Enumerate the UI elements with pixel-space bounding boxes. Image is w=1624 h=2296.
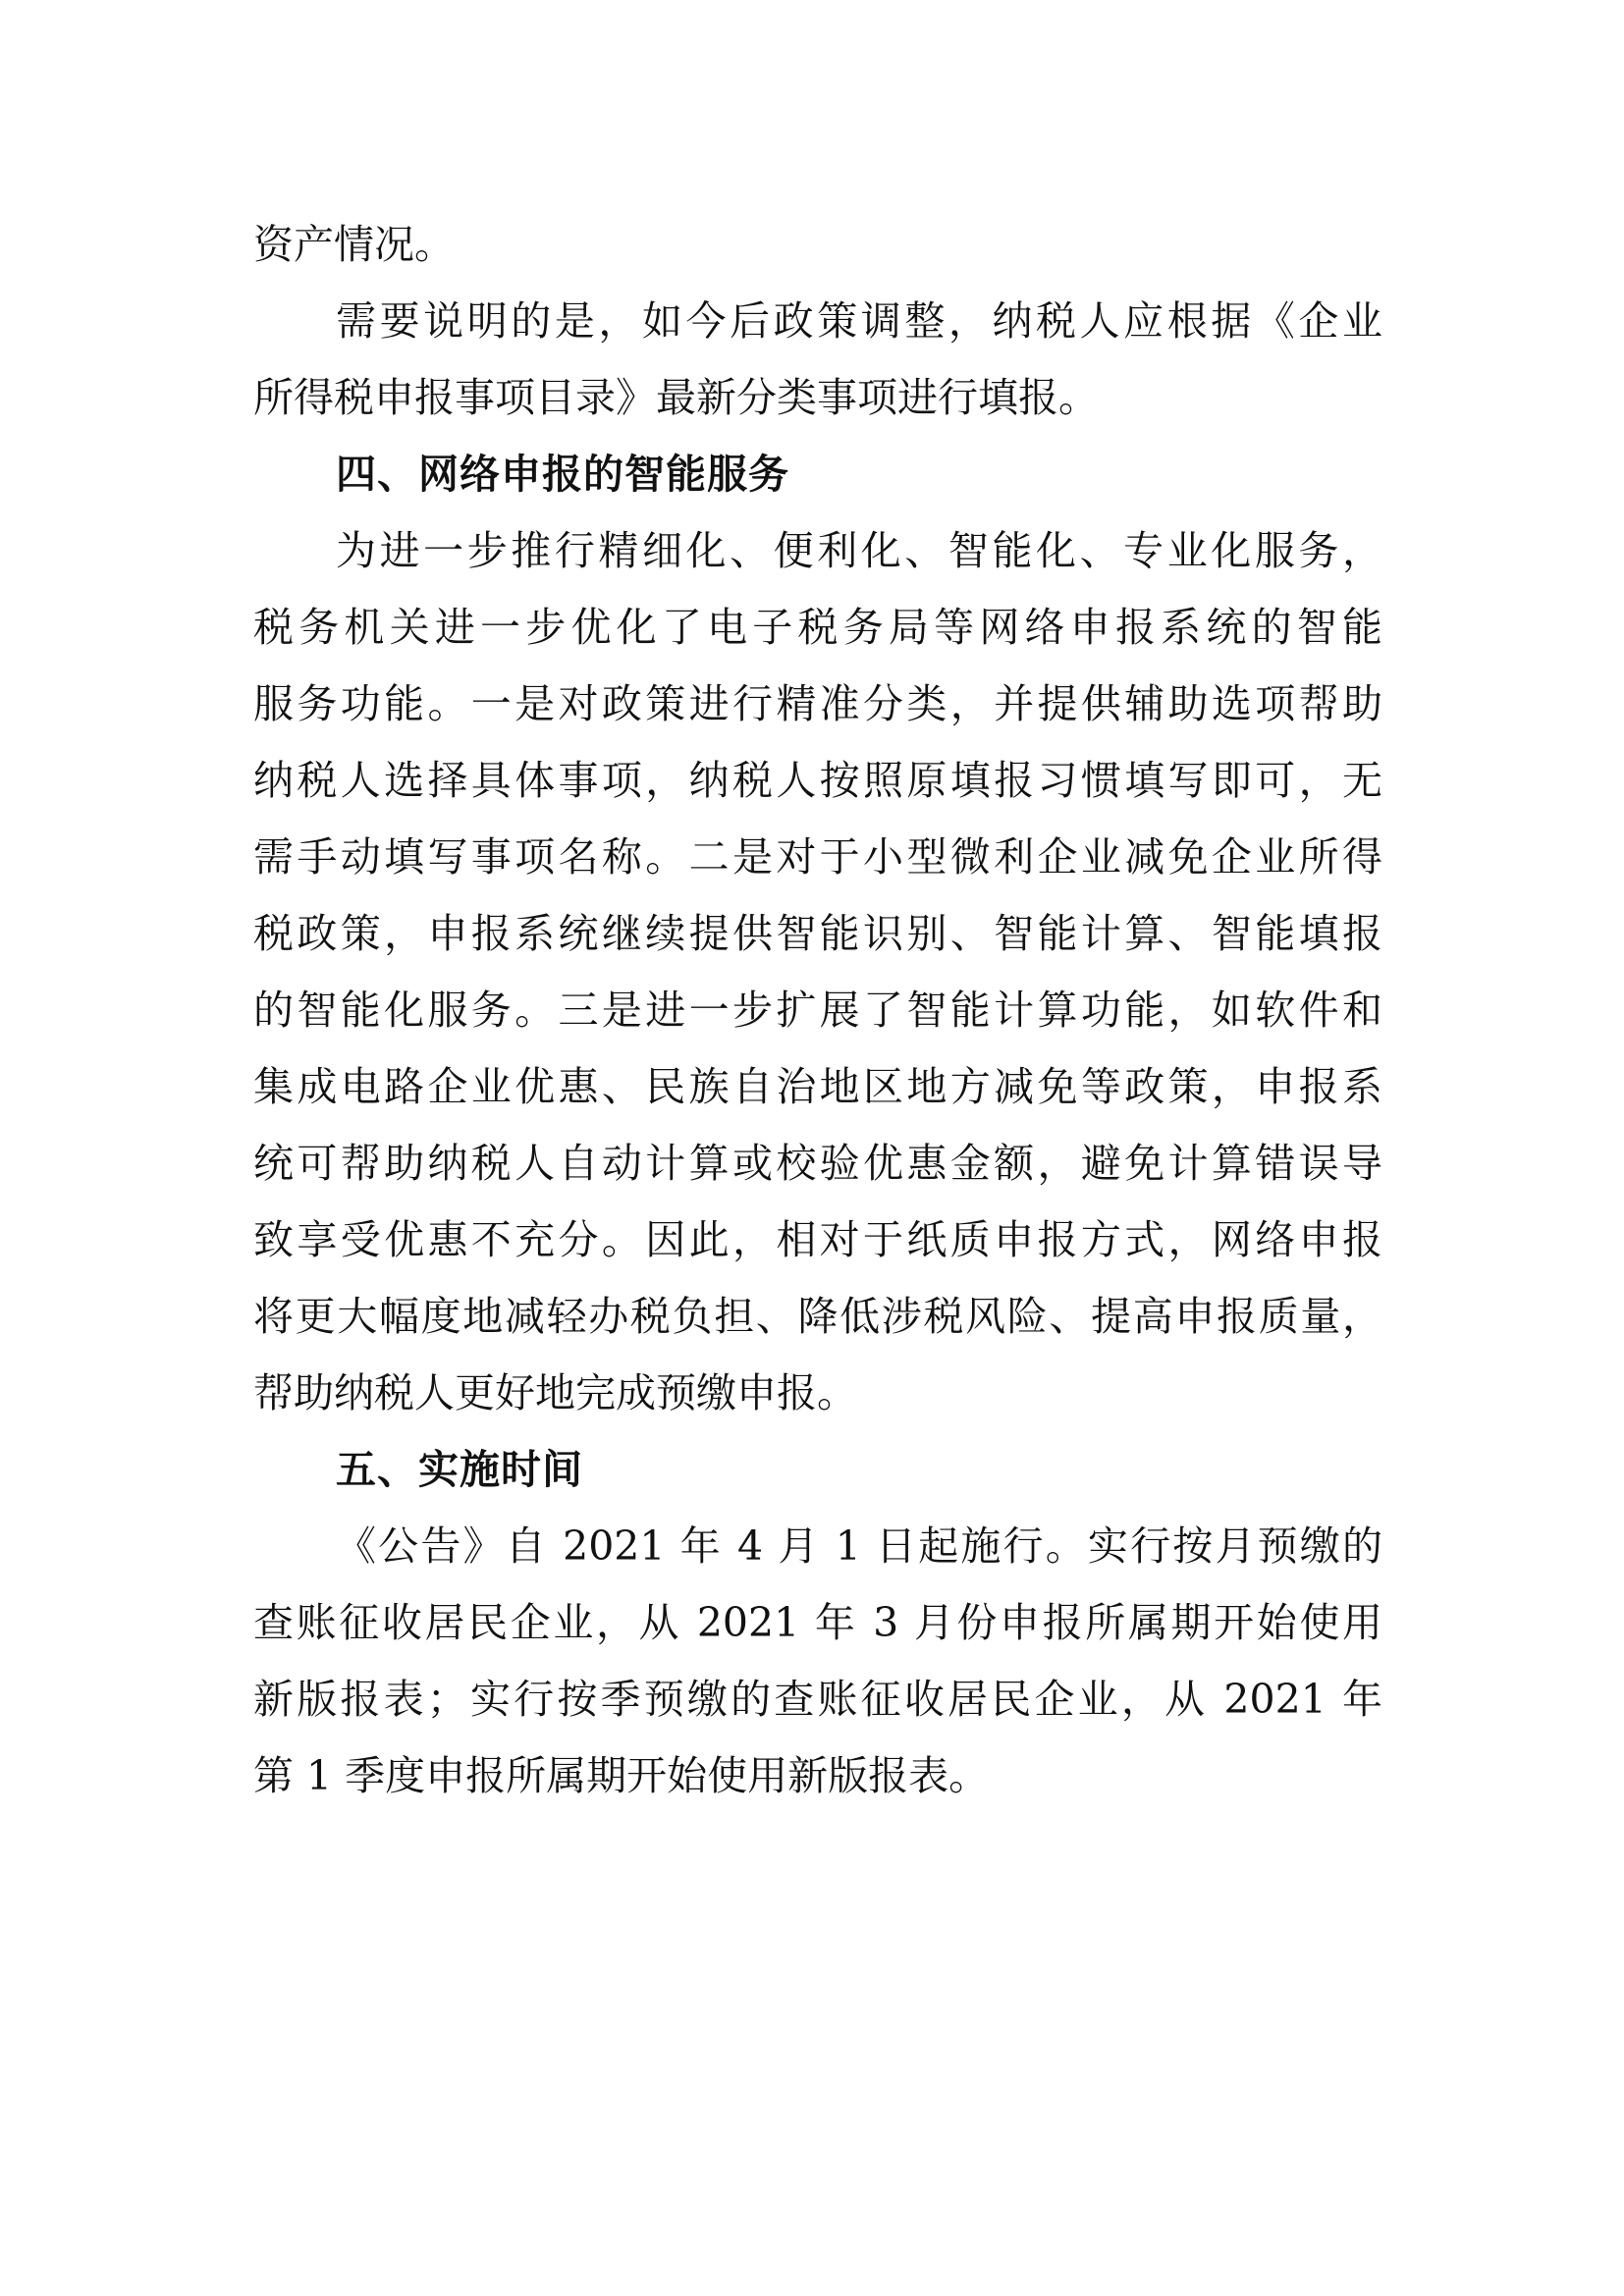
document-body	[253, 206, 1382, 1814]
paragraph-line: 将更大幅度地减轻办税负担、降低涉税风险、提高申报质量，	[253, 1293, 1382, 1340]
paragraph-line: 统可帮助纳税人自动计算或校验优惠金额，避免计算错误导	[253, 1140, 1382, 1187]
paragraph-line: 为进一步推行精细化、便利化、智能化、专业化服务，	[336, 527, 1382, 574]
paragraph-line: 集成电路企业优惠、民族自治地区地方减免等政策，申报系	[253, 1063, 1382, 1110]
section-heading-4: 四、网络申报的智能服务	[336, 451, 789, 498]
paragraph-line: 需要说明的是，如今后政策调整，纳税人应根据《企业	[336, 297, 1382, 345]
paragraph-line: 税政策，申报系统继续提供智能识别、智能计算、智能填报	[253, 910, 1382, 957]
paragraph-line: 查账征收居民企业，从 2021 年 3 月份申报所属期开始使用	[253, 1599, 1382, 1646]
paragraph-line: 第 1 季度申报所属期开始使用新版报表。	[253, 1752, 990, 1799]
paragraph-line: 服务功能。一是对政策进行精准分类，并提供辅助选项帮助	[253, 680, 1382, 727]
paragraph-line: 纳税人选择具体事项，纳税人按照原填报习惯填写即可，无	[253, 757, 1382, 804]
paragraph-line: 所得税申报事项目录》最新分类事项进行填报。	[253, 374, 1099, 421]
section-heading-5: 五、实施时间	[336, 1446, 583, 1493]
paragraph-line: 《公告》自 2021 年 4 月 1 日起施行。实行按月预缴的	[336, 1522, 1382, 1570]
paragraph-line: 需手动填写事项名称。二是对于小型微利企业减免企业所得	[253, 833, 1382, 881]
paragraph-line: 的智能化服务。三是进一步扩展了智能计算功能，如软件和	[253, 987, 1382, 1034]
paragraph-line: 税务机关进一步优化了电子税务局等网络申报系统的智能	[253, 604, 1382, 651]
paragraph-line: 帮助纳税人更好地完成预缴申报。	[253, 1369, 857, 1416]
paragraph-line: 致享受优惠不充分。因此，相对于纸质申报方式，网络申报	[253, 1216, 1382, 1263]
paragraph-line: 新版报表；实行按季预缴的查账征收居民企业，从 2021 年	[253, 1676, 1382, 1723]
paragraph-line: 资产情况。	[253, 221, 455, 268]
